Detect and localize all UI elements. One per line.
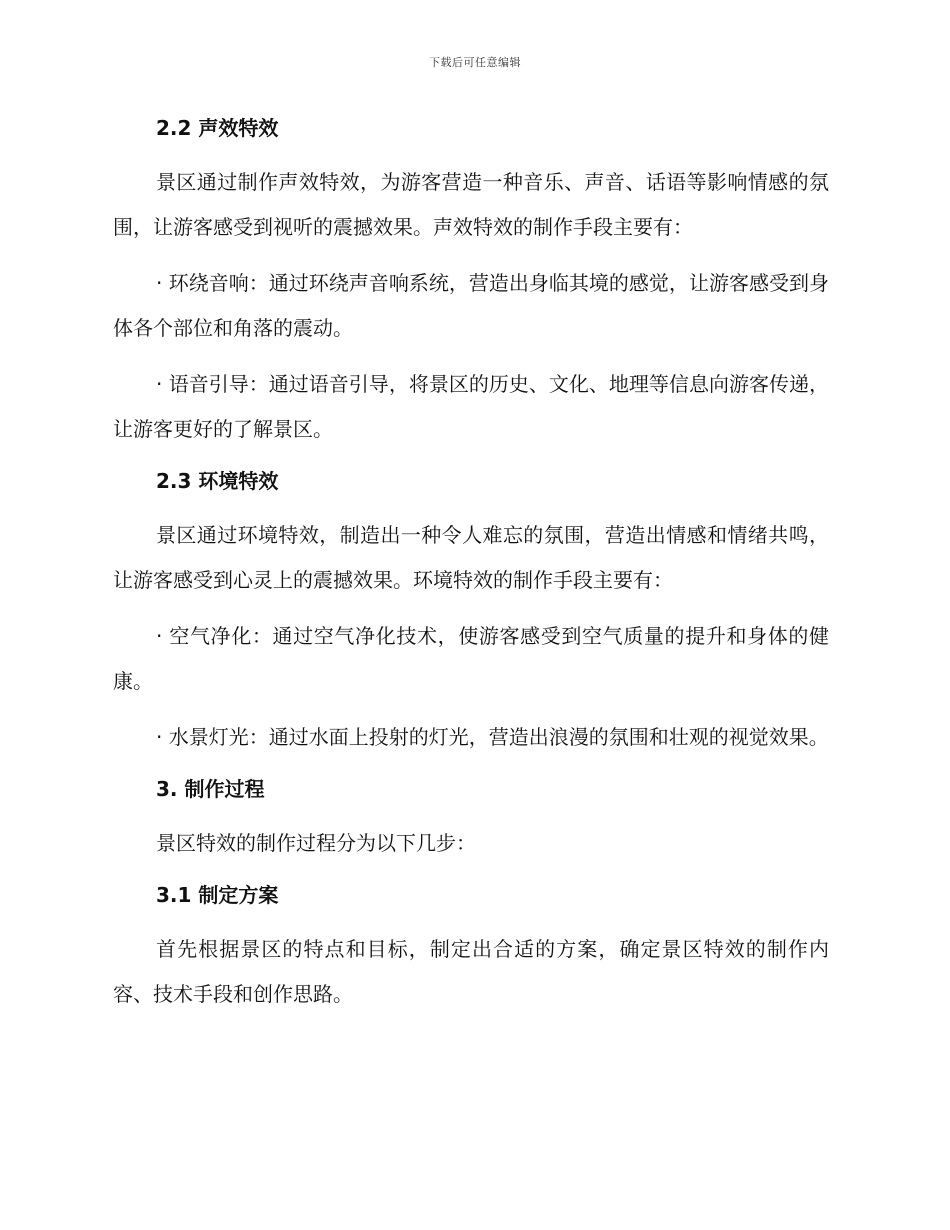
section-2-3-intro: 景区通过环境特效，制造出一种令人难忘的氛围，营造出情感和情绪共鸣，让游客感受到心灵上的震撼效果。环境特效的制作手段主要有： bbox=[113, 523, 829, 592]
section-heading-3-1: 3.1 制定方案 bbox=[156, 883, 279, 907]
section-3-1-body: 首先根据景区的特点和目标，制定出合适的方案，确定景区特效的制作内容、技术手段和创作思路。 bbox=[113, 937, 829, 1006]
section-heading-2-3: 2.3 环境特效 bbox=[156, 469, 279, 493]
section-2-2-bullet-surround-sound: · 环绕音响：通过环绕声音响系统，营造出身临其境的感觉，让游客感受到身体各个部位和角落的震动。 bbox=[113, 271, 829, 340]
document-body bbox=[113, 108, 829, 1017]
section-heading-2-2: 2.2 声效特效 bbox=[156, 116, 279, 140]
page-header: 下载后可任意编辑 bbox=[429, 56, 521, 69]
section-3-intro: 景区特效的制作过程分为以下几步： bbox=[156, 831, 476, 855]
section-2-2-intro: 景区通过制作声效特效，为游客营造一种音乐、声音、话语等影响情感的氛围，让游客感受到视听的震撼效果。声效特效的制作手段主要有： bbox=[113, 170, 829, 239]
section-2-2-bullet-voice-guide: · 语音引导：通过语音引导，将景区的历史、文化、地理等信息向游客传递，让游客更好的了解景区。 bbox=[113, 372, 829, 441]
section-2-3-bullet-air-purification: · 空气净化：通过空气净化技术，使游客感受到空气质量的提升和身体的健康。 bbox=[113, 624, 829, 693]
section-heading-3: 3. 制作过程 bbox=[156, 777, 265, 801]
section-2-3-bullet-water-lighting: · 水景灯光：通过水面上投射的灯光，营造出浪漫的氛围和壮观的视觉效果。 bbox=[156, 725, 829, 749]
